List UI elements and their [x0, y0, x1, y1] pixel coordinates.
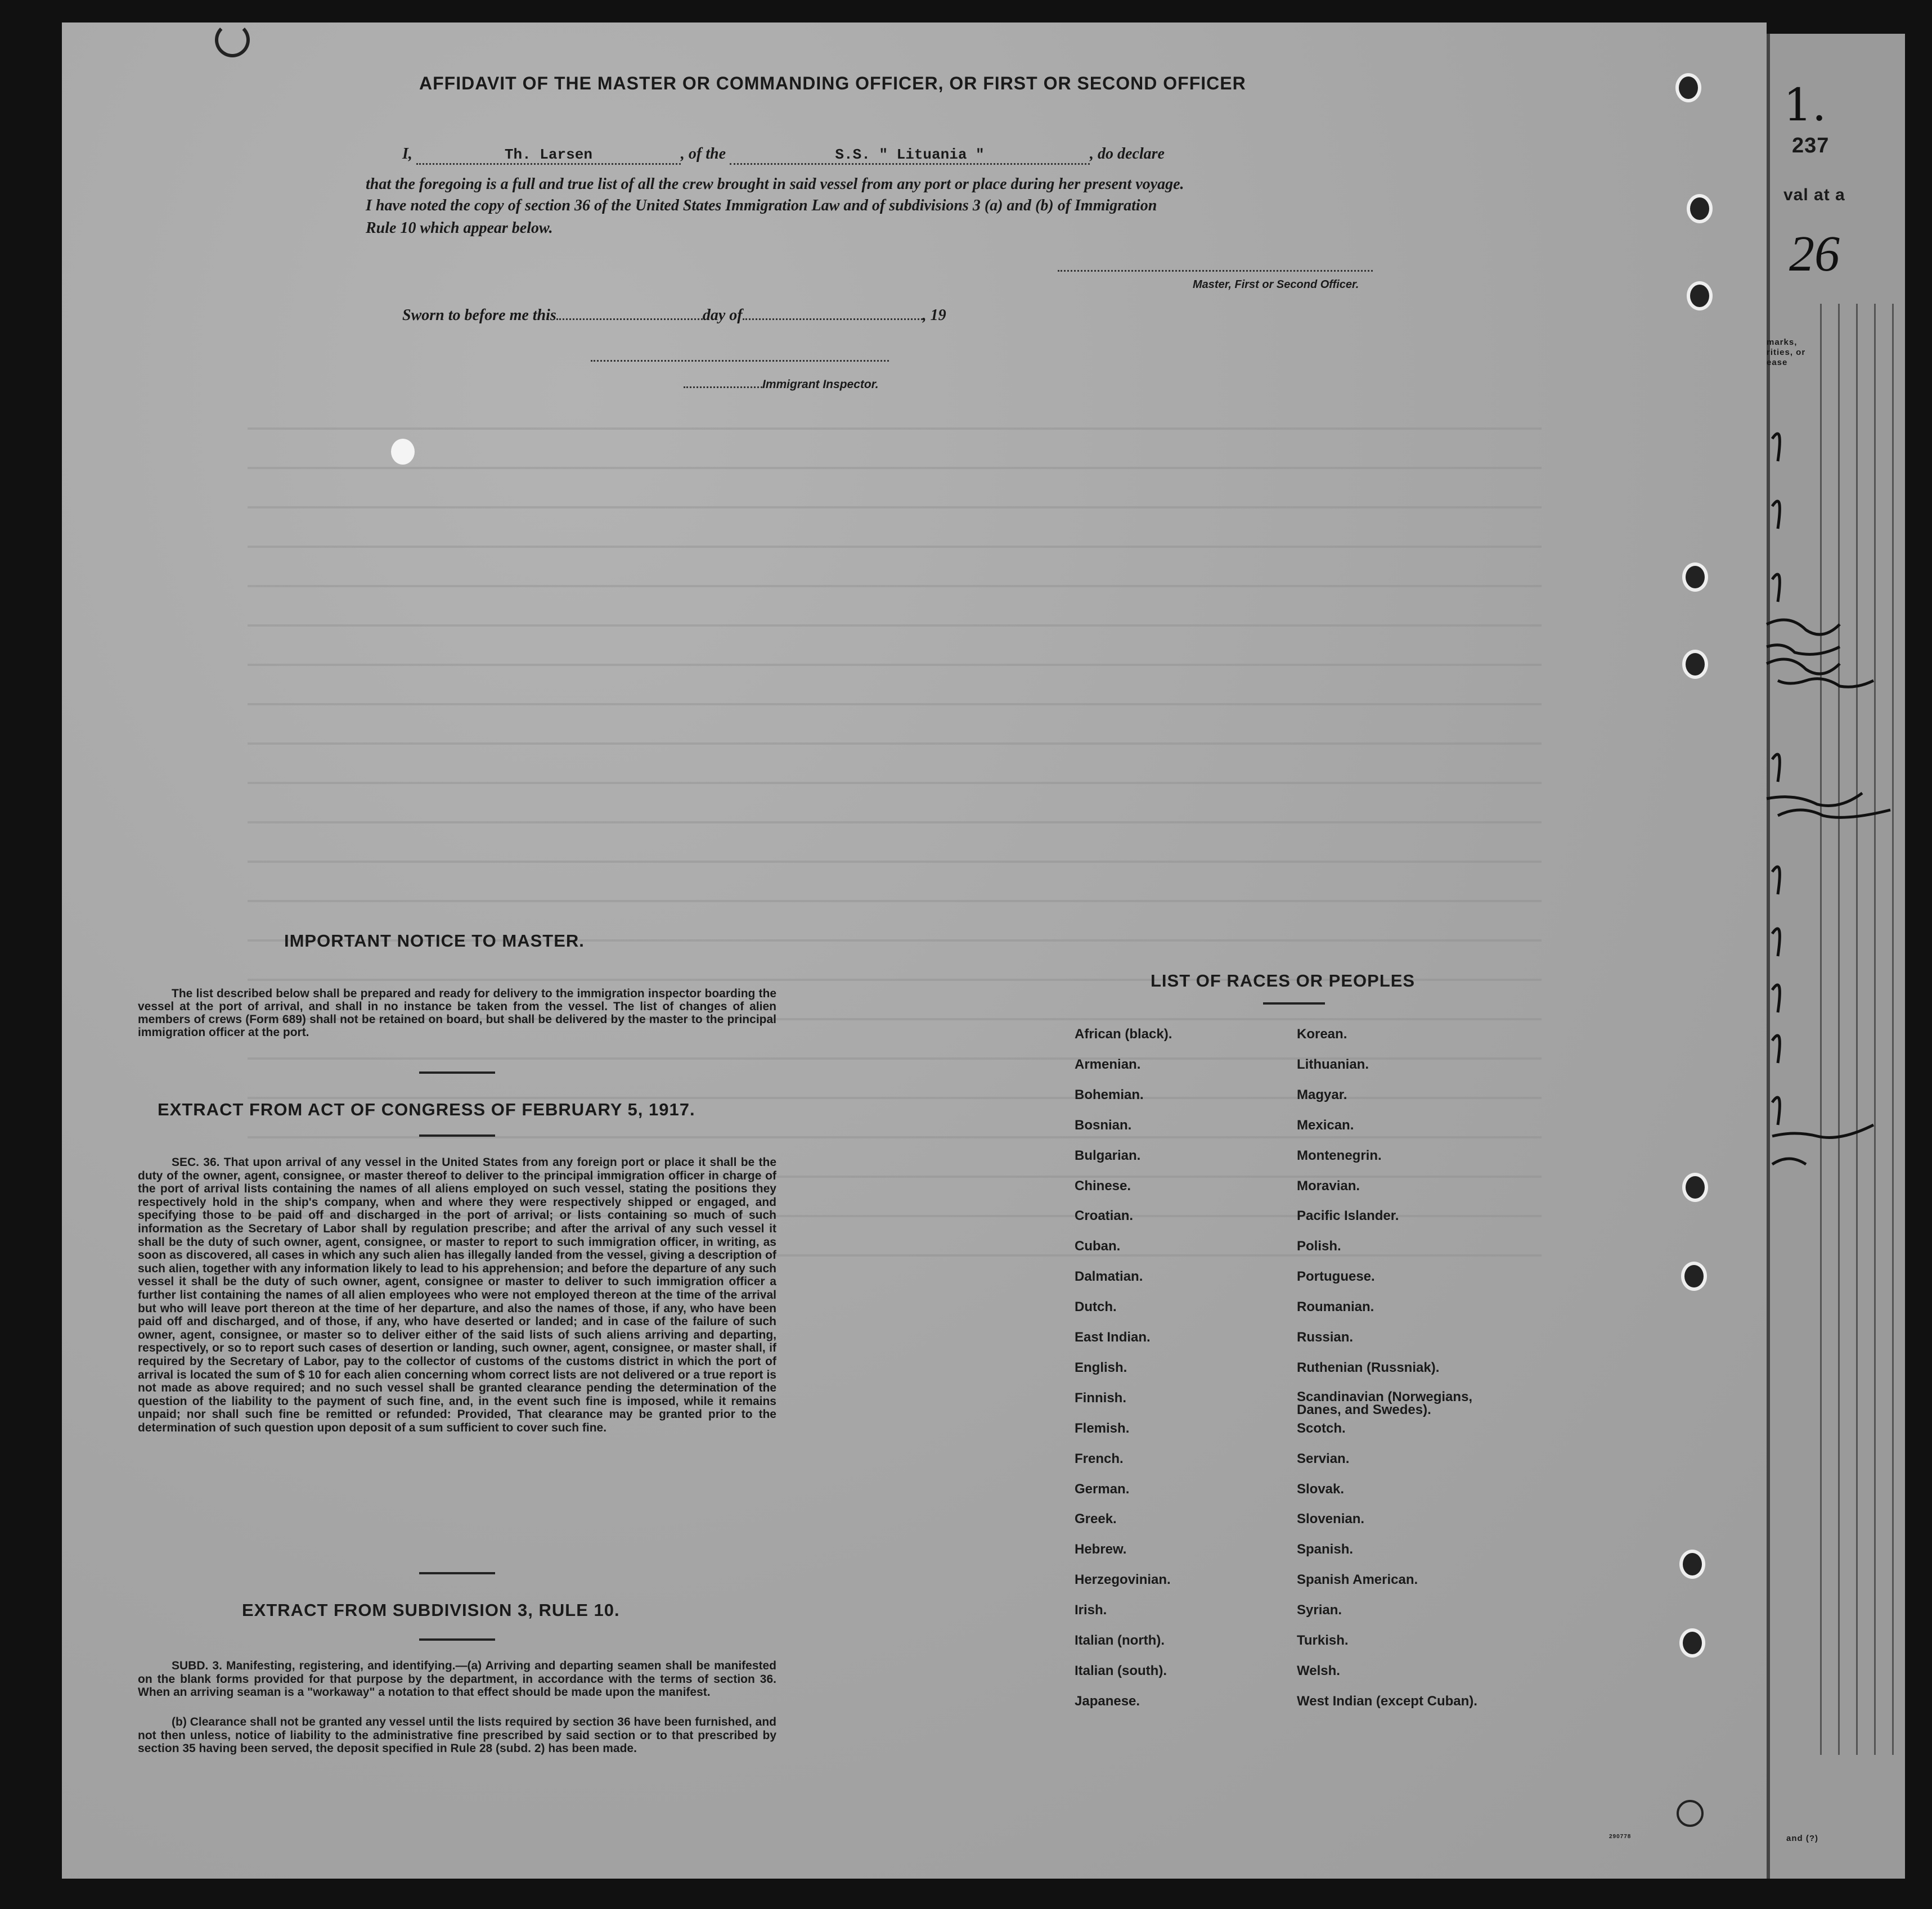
divider-rule: [419, 1572, 495, 1574]
affidavit-of-the: , of the: [680, 145, 726, 163]
race-item: Chinese.: [1075, 1178, 1131, 1194]
race-item: Lithuanian.: [1297, 1056, 1369, 1072]
race-item: Polish.: [1297, 1239, 1341, 1254]
divider-rule: [1263, 1002, 1325, 1005]
arrival-fragment: val at a: [1783, 186, 1845, 204]
officer-name-field: Th. Larsen: [416, 146, 681, 165]
race-item: Korean.: [1297, 1026, 1347, 1042]
sworn-day-of: day of: [702, 307, 743, 324]
rule-extract-title: EXTRACT FROM SUBDIVISION 3, RULE 10.: [242, 1600, 620, 1620]
race-item: Mexican.: [1297, 1117, 1354, 1133]
divider-rule: [419, 1134, 495, 1137]
master-signature-label: Master, First or Second Officer.: [1193, 278, 1359, 291]
affidavit-declare: , do declare: [1090, 145, 1165, 163]
bottom-fragment: and (?): [1786, 1834, 1818, 1843]
affidavit-prefix: I,: [402, 145, 412, 163]
staple-mark: [215, 22, 250, 57]
race-item: Greek.: [1075, 1511, 1117, 1527]
race-item: East Indian.: [1075, 1330, 1151, 1345]
sworn-month-field: [743, 318, 923, 320]
handwriting-marks: [1761, 416, 1913, 1176]
race-item: Cuban.: [1075, 1239, 1121, 1254]
race-item: Japanese.: [1075, 1693, 1140, 1709]
paper-hole-mark: [391, 439, 415, 465]
race-item: Finnish.: [1075, 1390, 1126, 1406]
race-item: Italian (south).: [1075, 1663, 1167, 1678]
race-item: Herzegovinian.: [1075, 1572, 1171, 1588]
punch-hole: [1682, 650, 1708, 679]
race-item: Welsh.: [1297, 1663, 1340, 1678]
race-item: Dalmatian.: [1075, 1269, 1143, 1285]
races-title: LIST OF RACES OR PEOPLES: [1151, 971, 1416, 990]
punch-hole: [1687, 281, 1713, 310]
race-item: African (black).: [1075, 1026, 1172, 1042]
affidavit-line-3: I have noted the copy of section 36 of the United States Immigration Law and of subdivisions 3 (a) and (b) of Immigration: [366, 197, 1157, 214]
race-item: Russian.: [1297, 1330, 1354, 1345]
notice-title: IMPORTANT NOTICE TO MASTER.: [284, 931, 585, 951]
date-fragment: 26: [1789, 226, 1840, 282]
race-item: Slovak.: [1297, 1481, 1345, 1497]
race-item: Pacific Islander.: [1297, 1208, 1399, 1224]
race-item: Flemish.: [1075, 1420, 1130, 1436]
affidavit-line-4: Rule 10 which appear below.: [366, 219, 553, 237]
race-item: Turkish.: [1297, 1633, 1349, 1648]
sworn-day-field: [556, 318, 703, 320]
race-item: Scotch.: [1297, 1420, 1346, 1436]
punch-hole: [1682, 562, 1708, 592]
divider-rule: [419, 1071, 495, 1074]
inspector-label-text: Immigrant Inspector.: [762, 378, 879, 391]
race-item: Moravian.: [1297, 1178, 1360, 1194]
sworn-text: Sworn to before me this: [402, 307, 556, 324]
affidavit-line-2: that the foregoing is a full and true list of all the crew brought in said vessel from any port or place during her present voyage.: [366, 175, 1184, 193]
divider-rule: [419, 1638, 495, 1641]
race-item: Servian.: [1297, 1451, 1350, 1466]
rule-subd-b: (b) Clearance shall not be granted any vessel until the lists required by section 36 have been furnished, and not then unless, notice of liability to the administrative fine prescribed by said section or to that prescribed by section 35 having been served, the deposit specified in Rule 28 (subd. 2) has been made.: [138, 1716, 776, 1755]
race-item: Armenian.: [1075, 1056, 1141, 1072]
rule-subd-a: SUBD. 3. Manifesting, registering, and identifying.—(a) Arriving and departing seamen shall be manifested on the blank forms provided for that purpose by the department, in accordance with the terms of section 36. When an arriving seaman is a "workaway" a notation to that effect should be made upon the manifest.: [138, 1659, 776, 1699]
printer-mark: 290778: [1609, 1834, 1632, 1840]
affidavit-line-1: [402, 145, 1415, 165]
race-item: Bosnian.: [1075, 1117, 1132, 1133]
punch-hole: [1687, 194, 1713, 223]
race-item: Spanish.: [1297, 1542, 1354, 1557]
page-corner-mark: [1677, 1800, 1704, 1827]
race-item: German.: [1075, 1481, 1130, 1497]
page-number: 237: [1792, 134, 1830, 157]
inspector-label-rule: [684, 386, 762, 388]
notice-body: The list described below shall be prepared and ready for delivery to the immigration inspector boarding the vessel at the port of arrival, and shall in no instance be taken from the vessel. The list of changes of alien members of crews (Form 689) shall not be retained on board, but shall be delivered by the master to the principal immigration officer at the port.: [138, 987, 776, 1039]
race-item: Croatian.: [1075, 1208, 1134, 1224]
race-item: Syrian.: [1297, 1602, 1342, 1618]
race-item: Scandinavian (Norwegians, Danes, and Swedes).: [1297, 1389, 1473, 1417]
act-extract-body: SEC. 36. That upon arrival of any vessel in the United States from any foreign port or place it shall be the duty of the owner, agent, consignee, or master thereof to deliver to the principal immigration officer in charge of the port of arrival lists containing the names of all aliens employed on such vessel, stating the positions they respectively hold in the ship's company, when and where they were respectively shipped or engaged, and specifying those to be paid off and discharged in the port of arrival; or lists containing so much of such information as the Secretary of Labor shall by regulation prescribe; and after the arrival of any such vessel it shall be the duty of such owner, agent, consignee, or master to report to such immigration officer, in writing, as soon as discovered, all cases in which any such alien has illegally landed from the vessel, giving a description of such alien, together with any information likely to lead to his apprehension; and before the departure of any such vessel it shall be the duty of such owner, agent, consignee or master to deliver to such immigration officer a further list containing the names of all alien employees who were not employed thereon at the time of the arrival but who will leave port thereon at the time of her departure, and also the names of those, if any, who have been paid off and discharged, and of those, if any, who have deserted or landed; and in case of the failure of such owner, agent, consignee, or master so to deliver either of the said lists of such aliens arriving and departing, respectively, or so to report such cases of desertion or landing, such owner, agent, consignee, or master shall, if required by the Secretary of Labor, pay to the collector of customs of the customs district in which the port of arrival is located the sum of $ 10 for each alien concerning whom correct lists are not delivered or a true report is not made as above required; and no such vessel shall be granted clearance pending the determination of the question of the liability to the payment of such fine, and, in the event such fine is imposed, while it remains unpaid; nor shall such fine be remitted or refunded: Provided, That clearance may be granted prior to the determination of such question upon deposit of a sum sufficient to cover such fine.: [138, 1156, 776, 1434]
race-item: Roumanian.: [1297, 1299, 1374, 1315]
race-item: Bohemian.: [1075, 1087, 1144, 1102]
inspector-signature-line: [591, 360, 889, 362]
race-item: Magyar.: [1297, 1087, 1347, 1102]
race-item: French.: [1075, 1451, 1124, 1466]
race-item: Montenegrin.: [1297, 1147, 1382, 1163]
race-item: Hebrew.: [1075, 1542, 1127, 1557]
race-item: Bulgarian.: [1075, 1147, 1141, 1163]
race-item: Spanish American.: [1297, 1572, 1418, 1588]
race-item: Slovenian.: [1297, 1511, 1365, 1527]
master-signature-line: [1058, 270, 1373, 272]
race-item: Ruthenian (Russniak).: [1297, 1359, 1440, 1375]
race-item: Dutch.: [1075, 1299, 1117, 1315]
sworn-year: , 19: [922, 307, 946, 324]
sheet-number: 1.: [1783, 79, 1827, 131]
punch-hole: [1682, 1173, 1708, 1202]
race-item: Irish.: [1075, 1602, 1107, 1618]
affidavit-title: AFFIDAVIT OF THE MASTER OR COMMANDING OFFICER, OR FIRST OR SECOND OFFICER: [419, 73, 1246, 93]
inspector-label: [684, 378, 879, 391]
race-item: Portuguese.: [1297, 1269, 1375, 1285]
punch-hole: [1681, 1262, 1707, 1291]
punch-hole: [1675, 73, 1701, 102]
punch-hole: [1679, 1628, 1705, 1658]
race-item: English.: [1075, 1359, 1127, 1375]
marks-fragment: marks, rities, or ease: [1767, 337, 1806, 367]
sworn-line: [402, 307, 946, 325]
vessel-name-field: S.S. " Lituania ": [730, 146, 1090, 165]
race-item: Italian (north).: [1075, 1633, 1165, 1648]
punch-hole: [1679, 1550, 1705, 1579]
act-extract-title: EXTRACT FROM ACT OF CONGRESS OF FEBRUARY 5, 1917.: [158, 1100, 695, 1119]
race-item: West Indian (except Cuban).: [1297, 1693, 1477, 1709]
